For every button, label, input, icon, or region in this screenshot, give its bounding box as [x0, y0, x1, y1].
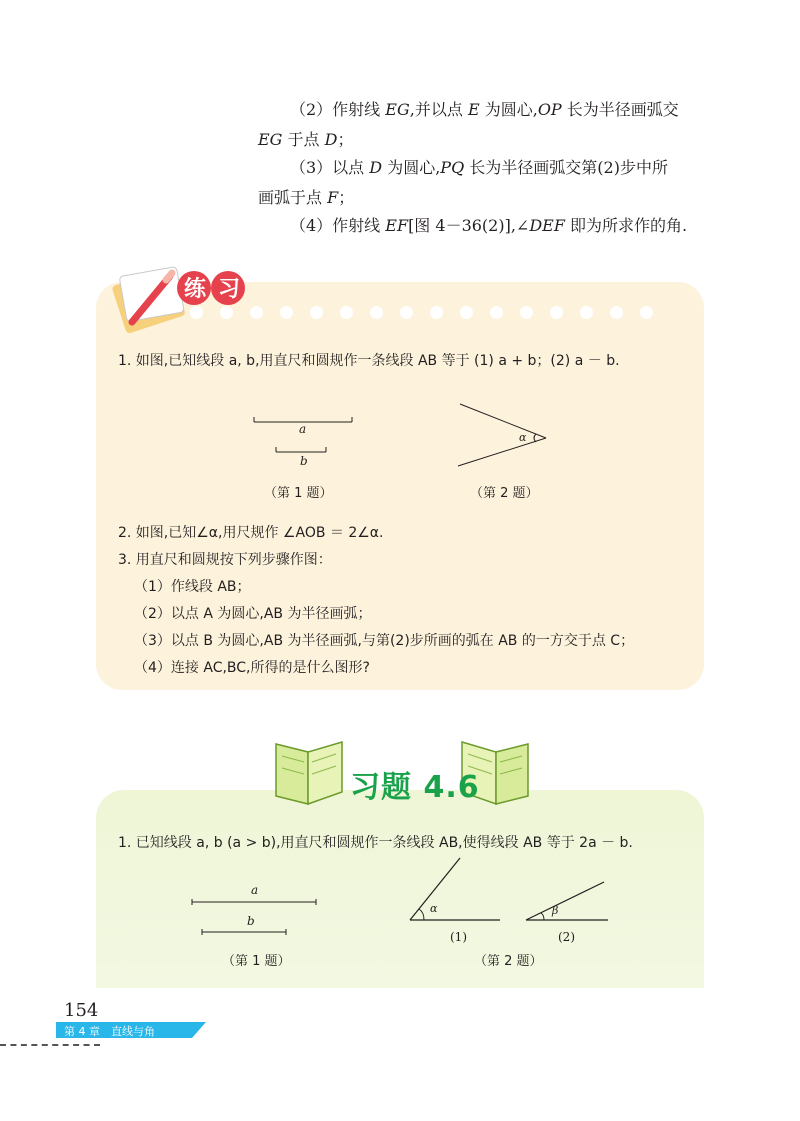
practice-fig2 — [450, 400, 560, 470]
exercise-fig2-caption: （第 2 题） — [474, 954, 543, 969]
chapter-label: 第 4 章 直线与角 — [64, 1025, 155, 1038]
footer-dashed-line — [0, 1044, 100, 1046]
practice-q3-step-1: （1）作线段 AB； — [134, 579, 251, 595]
exercise-fig2 — [404, 852, 614, 932]
practice-fig1-label-b: b — [300, 454, 308, 468]
step-3 — [258, 156, 708, 210]
step-4 — [258, 214, 708, 238]
practice-dots — [190, 306, 690, 320]
practice-q3: 3. 用直尺和圆规按下列步骤作图： — [118, 552, 332, 568]
practice-q3-step-4: （4）连接 AC,BC,所得的是什么图形? — [134, 660, 370, 676]
exercise-fig2-label-1: (1) — [450, 930, 467, 944]
practice-title: 练习 — [184, 277, 253, 302]
step-2 — [258, 98, 708, 152]
step-4-line-1: （4）作射线 EF[图 4－36(2)],∠DEF 即为所求作的角. — [290, 216, 688, 235]
practice-fig2-alpha: α — [519, 431, 527, 444]
practice-fig2-caption: （第 2 题） — [470, 486, 539, 501]
open-book-icon-left — [272, 738, 348, 808]
page-number: 154 — [64, 1000, 99, 1021]
practice-q3-step-3: （3）以点 B 为圆心,AB 为半径画弧,与第(2)步所画的弧在 AB 的一方交于点 C； — [134, 633, 635, 649]
step-2-line-2: EG 于点 D； — [258, 130, 354, 149]
practice-q3-step-2: （2）以点 A 为圆心,AB 为半径画弧； — [134, 606, 372, 622]
exercise-fig2-alpha: α — [430, 902, 438, 915]
step-2-line-1: （2）作射线 EG,并以点 E 为圆心,OP 长为半径画弧交 — [290, 100, 679, 119]
practice-fig1-label-a: a — [299, 422, 307, 436]
practice-q2: 2. 如图,已知∠α,用尺规作 ∠AOB ＝ 2∠α. — [118, 525, 384, 541]
exercise-fig1-caption: （第 1 题） — [222, 954, 291, 969]
exercise-fig2-beta: β — [552, 904, 559, 917]
exercise-fig1 — [186, 890, 326, 940]
practice-fig1-caption: （第 1 题） — [264, 486, 333, 501]
exercise-fig1-label-b: b — [247, 914, 255, 928]
step-3-line-1: （3）以点 D 为圆心,PQ 长为半径画弧交第(2)步中所 — [290, 158, 668, 177]
practice-q1: 1. 如图,已知线段 a, b,用直尺和圆规作一条线段 AB 等于 (1) a + b；(2) a － b. — [118, 353, 620, 369]
exercise-q1: 1. 已知线段 a, b (a > b),用直尺和圆规作一条线段 AB,使得线段 AB 等于 2a － b. — [118, 835, 633, 851]
step-3-line-2: 画弧于点 F； — [258, 188, 355, 207]
practice-box — [96, 282, 704, 690]
exercise-title: 习题 4.6 — [350, 770, 480, 805]
exercise-fig1-label-a: a — [251, 883, 259, 897]
exercise-fig2-label-2: (2) — [558, 930, 575, 944]
